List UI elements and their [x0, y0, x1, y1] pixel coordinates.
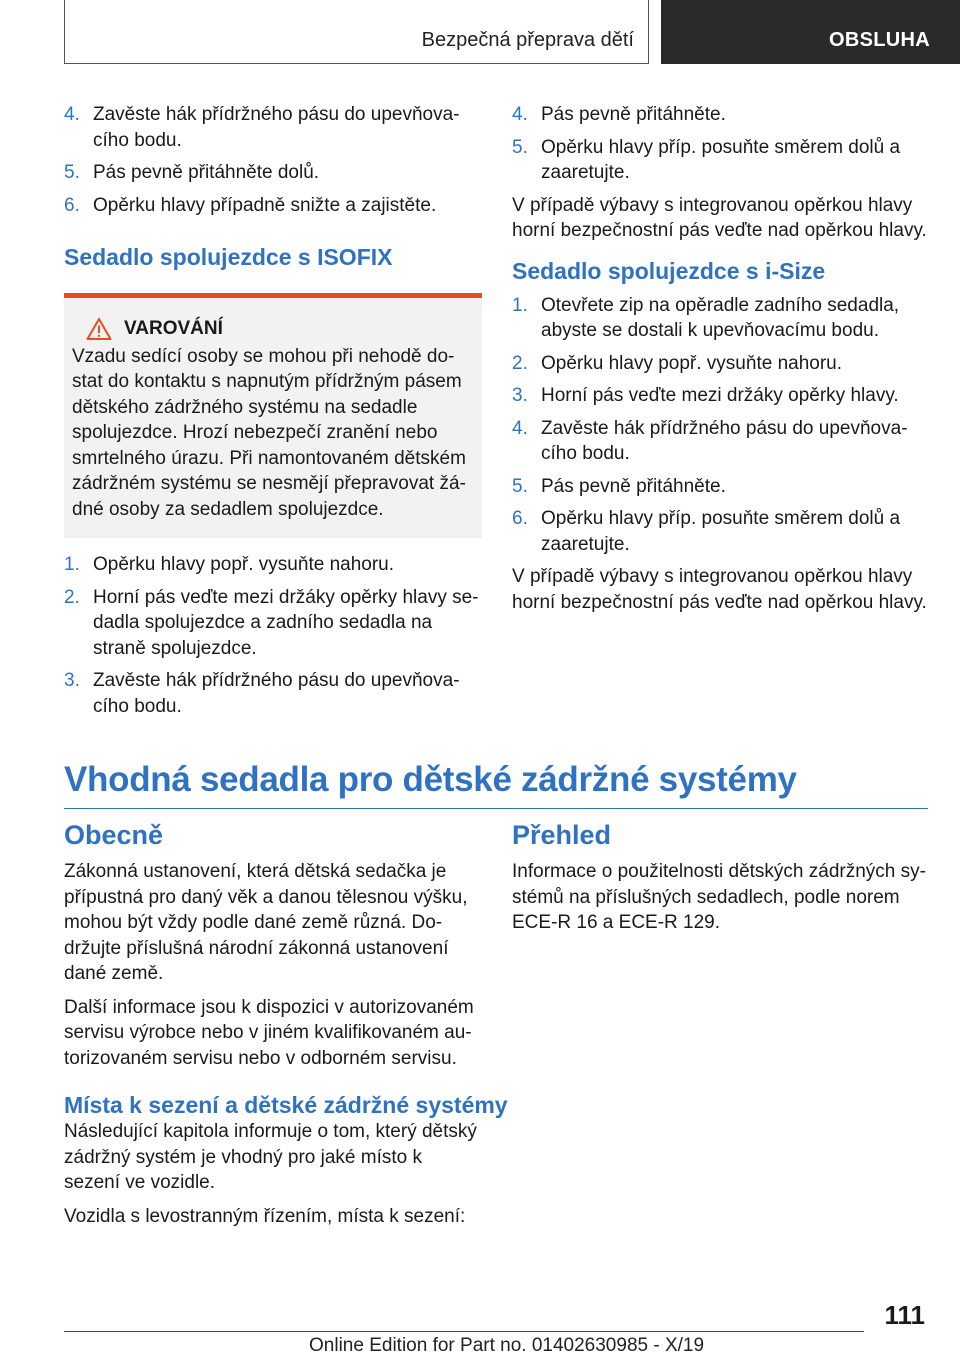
warning-header: [72, 316, 474, 342]
seating-paragraph-2: Vozidla s levostranným řízením, místa k sezení:: [64, 1205, 466, 1227]
step-text: Zavěste hák přídržného pásu do upevňovacího bodu.: [93, 670, 460, 717]
note-text: V případě výbavy s integrovanou opěrkou hlavy horní bezpečnostní pás veďte nad opěrkou hlavy.: [512, 194, 927, 241]
step-number: 4.: [512, 104, 528, 125]
list-item: [64, 193, 482, 219]
warning-text: Vzadu sedící osoby se mohou při nehodě dostat do kontaktu s napnutým přídržným pásem dětského zádržného systému na sedadle spolujezdce. Hrozí nebezpečí zranění nebo smrtelného úrazu. Při namontovaném dětském zádržném systému se nesmějí přepravovat žádné osoby za sedadlem spolujezdce.: [72, 345, 466, 520]
step-number: 5.: [64, 162, 80, 183]
step-number: 6.: [512, 508, 528, 529]
step-number: 2.: [512, 352, 528, 374]
step-text: Otevřete zip na opěradle zadního sedadla, abyste se dostali k upevňovacímu bodu.: [541, 294, 900, 341]
section-title: OBSLUHA: [829, 29, 930, 51]
step-text: Horní pás veďte mezi držáky opěrky hlavy.: [541, 385, 899, 406]
list-item: [512, 102, 932, 128]
list-item: [64, 102, 482, 153]
list-item: [64, 585, 482, 662]
list-item: [64, 552, 482, 578]
step-number: 2.: [64, 586, 80, 608]
list-item: [512, 506, 932, 557]
warning-triangle-icon: [86, 317, 112, 341]
header-section-box: [661, 0, 960, 64]
list-item: [512, 135, 932, 186]
step-text: Pás pevně přitáhněte.: [541, 475, 726, 497]
step-number: 1.: [64, 554, 80, 575]
list-item: [64, 668, 482, 719]
footer-divider: [64, 1331, 864, 1332]
step-number: 4.: [512, 417, 528, 439]
left-column-top: [64, 102, 482, 726]
list-item: [512, 383, 932, 409]
step-text: Pás pevně přitáhněte dolů.: [93, 162, 320, 183]
list-item: [512, 416, 932, 467]
page-title: Vhodná sedadla pro dětské zádržné systémy: [64, 760, 928, 809]
general-paragraph-1: Zákonná ustanovení, která dětská sedačka je přípustná pro daný věk a danou tělesnou výšku, mohou být vždy podle dané země různá. Dodržujte příslušná národní zákonná ustanovení dané země.: [64, 861, 468, 984]
seating-section: [64, 1092, 564, 1237]
step-text: Pás pevně přitáhněte.: [541, 104, 726, 125]
step-text: Opěrku hlavy popř. vysuňte nahoru.: [541, 352, 843, 374]
step-text: Horní pás veďte mezi držáky opěrky hlavy sedadla spolujezdce a zadního sedadla na straně spolujezdce.: [93, 586, 479, 659]
isofix-heading: Sedadlo spolujezdce s ISOFIX: [64, 244, 393, 270]
footer-edition: Online Edition for Part no. 01402630985 - X/19: [309, 1335, 705, 1356]
seating-paragraph-1: Následující kapitola informuje o tom, který dětský zádržný systém je vhodný pro jaké místo k sezení ve vozidle.: [64, 1121, 477, 1193]
general-paragraph-2: Další informace jsou k dispozici v autorizovaném servisu výrobce nebo v jiném kvalifikovaném autorizovaném servisu nebo v odborném servisu.: [64, 996, 474, 1069]
right-column-top: [512, 102, 932, 623]
chapter-title: Bezpečná přeprava dětí: [421, 29, 634, 51]
seating-heading: Místa k sezení a dětské zádržné systémy: [64, 1092, 508, 1118]
step-number: 6.: [64, 194, 80, 216]
step-text: Opěrku hlavy příp. posuňte směrem dolů a zaaretujte.: [541, 136, 901, 183]
warning-box: [64, 293, 482, 538]
step-number: 3.: [512, 385, 528, 406]
list-item: [512, 351, 932, 377]
header-title-box: [64, 0, 649, 64]
page-number: 111: [884, 1300, 925, 1330]
warning-title: VAROVÁNÍ: [124, 318, 223, 339]
step-number: 5.: [512, 136, 528, 158]
step-text: Opěrku hlavy případně snižte a zajistěte.: [93, 194, 437, 216]
step-text: Opěrku hlavy popř. vysuňte nahoru.: [93, 554, 395, 575]
step-text: Zavěste hák přídržného pásu do upevňovacího bodu.: [541, 417, 908, 464]
overview-heading: Přehled: [512, 820, 612, 850]
list-item: [512, 474, 932, 500]
step-number: 3.: [64, 670, 80, 691]
overview-paragraph: Informace o použitelnosti dětských zádržných systémů na příslušných sedadlech, podle norem ECE-R 16 a ECE-R 129.: [512, 861, 926, 933]
step-number: 1.: [512, 294, 528, 316]
general-heading: Obecně: [64, 820, 164, 850]
step-number: 5.: [512, 475, 528, 497]
isize-heading: Sedadlo spolujezdce s i-Size: [512, 257, 826, 284]
list-item: [512, 293, 932, 344]
step-text: Zavěste hák přídržného pásu do upevňovacího bodu.: [93, 104, 460, 151]
step-number: 4.: [64, 104, 80, 125]
general-section: [64, 820, 480, 1079]
list-item: [64, 160, 482, 186]
note-text: V případě výbavy s integrovanou opěrkou hlavy horní bezpečnostní pás veďte nad opěrkou hlavy.: [512, 566, 927, 613]
overview-section: [512, 820, 932, 944]
step-text: Opěrku hlavy příp. posuňte směrem dolů a zaaretujte.: [541, 508, 901, 555]
